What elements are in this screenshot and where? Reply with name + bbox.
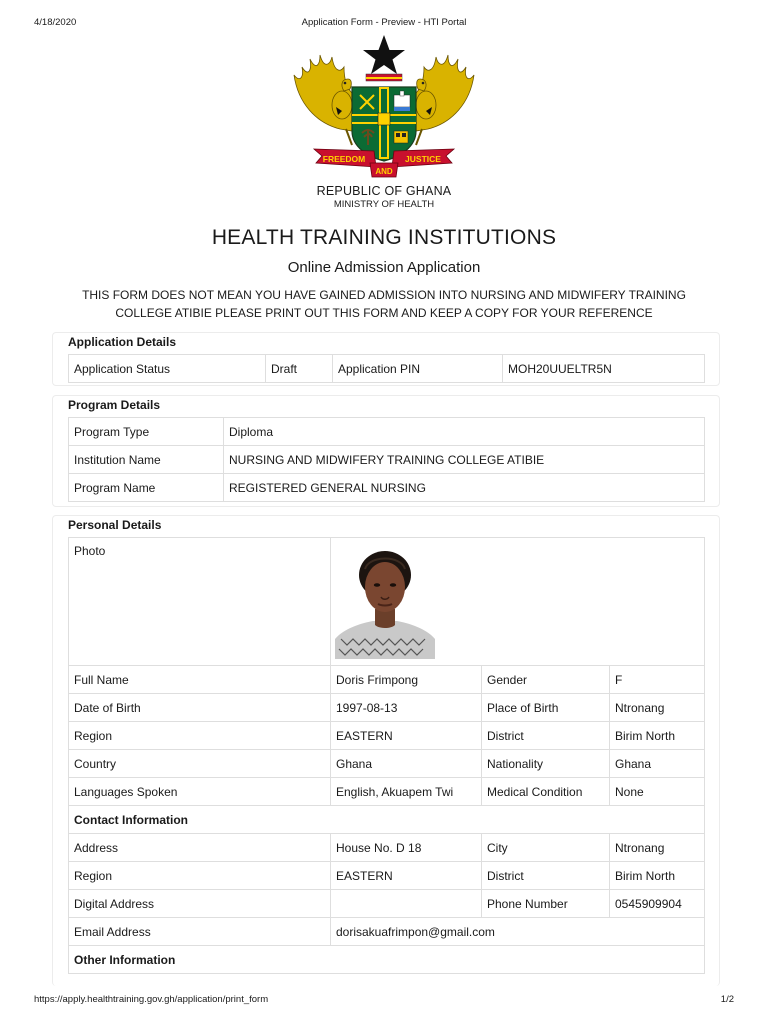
program-name-label: Program Name bbox=[69, 474, 224, 502]
district-value: Birim North bbox=[610, 722, 705, 750]
full-name-label: Full Name bbox=[69, 666, 331, 694]
print-header bbox=[0, 17, 768, 31]
ministry-name: MINISTRY OF HEALTH bbox=[333, 199, 435, 210]
medical-condition-label: Medical Condition bbox=[482, 778, 610, 806]
program-name-value: REGISTERED GENERAL NURSING bbox=[224, 474, 705, 502]
notice-line-1: THIS FORM DOES NOT MEAN YOU HAVE GAINED ADMISSION INTO NURSING AND MIDWIFERY TRAINING bbox=[82, 288, 686, 302]
program-details-table bbox=[68, 417, 705, 502]
contact-information-heading: Contact Information bbox=[69, 806, 705, 834]
photo-cell bbox=[331, 538, 705, 666]
motto-justice: JUSTICE bbox=[405, 154, 441, 164]
table-row bbox=[69, 538, 705, 666]
table-row bbox=[69, 890, 705, 918]
personal-details-table bbox=[68, 537, 705, 974]
region-value: EASTERN bbox=[331, 722, 482, 750]
country-value: Ghana bbox=[331, 750, 482, 778]
page-number: 1/2 bbox=[720, 994, 734, 1005]
table-row bbox=[69, 778, 705, 806]
section-title-program: Program Details bbox=[68, 398, 161, 412]
contact-region-label: Region bbox=[69, 862, 331, 890]
print-title: Application Form - Preview - HTI Portal bbox=[301, 17, 467, 28]
date-of-birth-label: Date of Birth bbox=[69, 694, 331, 722]
languages-label: Languages Spoken bbox=[69, 778, 331, 806]
table-row bbox=[69, 446, 705, 474]
gender-label: Gender bbox=[482, 666, 610, 694]
table-row bbox=[69, 474, 705, 502]
nationality-label: Nationality bbox=[482, 750, 610, 778]
email-address-value: dorisakuafrimpon@gmail.com bbox=[331, 918, 705, 946]
gender-value: F bbox=[610, 666, 705, 694]
table-row bbox=[69, 834, 705, 862]
table-row bbox=[69, 750, 705, 778]
motto-freedom: FREEDOM bbox=[322, 154, 366, 164]
page-title: HEALTH TRAINING INSTITUTIONS bbox=[211, 226, 557, 249]
page-subtitle: Online Admission Application bbox=[287, 259, 481, 276]
address-value: House No. D 18 bbox=[331, 834, 482, 862]
program-type-label: Program Type bbox=[69, 418, 224, 446]
table-row bbox=[69, 666, 705, 694]
print-url: https://apply.healthtraining.gov.gh/application/print_form bbox=[34, 994, 269, 1005]
institution-name-value: NURSING AND MIDWIFERY TRAINING COLLEGE ATIBIE bbox=[224, 446, 705, 474]
program-type-value: Diploma bbox=[224, 418, 705, 446]
other-information-heading: Other Information bbox=[69, 946, 705, 974]
program-details-section bbox=[52, 395, 720, 507]
table-row bbox=[69, 694, 705, 722]
application-status-value: Draft bbox=[266, 355, 333, 383]
personal-details-section bbox=[52, 515, 720, 986]
motto-and: AND bbox=[375, 167, 393, 176]
institution-name-label: Institution Name bbox=[69, 446, 224, 474]
date-of-birth-value: 1997-08-13 bbox=[331, 694, 482, 722]
contact-region-value: EASTERN bbox=[331, 862, 482, 890]
city-value: Ntronang bbox=[610, 834, 705, 862]
table-row bbox=[69, 862, 705, 890]
table-row bbox=[69, 355, 705, 383]
medical-condition-value: None bbox=[610, 778, 705, 806]
print-date: 4/18/2020 bbox=[34, 17, 77, 28]
application-details-table bbox=[68, 354, 705, 383]
application-pin-value: MOH20UUELTR5N bbox=[503, 355, 705, 383]
application-details-section bbox=[52, 332, 720, 386]
languages-value: English, Akuapem Twi bbox=[331, 778, 482, 806]
phone-number-value: 0545909904 bbox=[610, 890, 705, 918]
table-row bbox=[69, 806, 705, 834]
country-label: Country bbox=[69, 750, 331, 778]
digital-address-value bbox=[331, 890, 482, 918]
table-row bbox=[69, 918, 705, 946]
email-address-label: Email Address bbox=[69, 918, 331, 946]
coat-of-arms-logo bbox=[286, 33, 482, 181]
phone-number-label: Phone Number bbox=[482, 890, 610, 918]
table-row bbox=[69, 418, 705, 446]
district-label: District bbox=[482, 722, 610, 750]
table-row bbox=[69, 946, 705, 974]
city-label: City bbox=[482, 834, 610, 862]
application-status-label: Application Status bbox=[69, 355, 266, 383]
contact-district-value: Birim North bbox=[610, 862, 705, 890]
place-of-birth-label: Place of Birth bbox=[482, 694, 610, 722]
country-name: REPUBLIC OF GHANA bbox=[316, 184, 452, 198]
address-label: Address bbox=[69, 834, 331, 862]
applicant-photo bbox=[335, 547, 435, 659]
contact-district-label: District bbox=[482, 862, 610, 890]
section-title-personal: Personal Details bbox=[68, 518, 162, 532]
notice-line-2: COLLEGE ATIBIE PLEASE PRINT OUT THIS FORM AND KEEP A COPY FOR YOUR REFERENCE bbox=[115, 306, 653, 320]
nationality-value: Ghana bbox=[610, 750, 705, 778]
digital-address-label: Digital Address bbox=[69, 890, 331, 918]
section-title-application: Application Details bbox=[68, 335, 177, 349]
admission-notice bbox=[80, 286, 688, 322]
photo-label: Photo bbox=[69, 538, 331, 666]
region-label: Region bbox=[69, 722, 331, 750]
application-pin-label: Application PIN bbox=[333, 355, 503, 383]
place-of-birth-value: Ntronang bbox=[610, 694, 705, 722]
table-row bbox=[69, 722, 705, 750]
full-name-value: Doris Frimpong bbox=[331, 666, 482, 694]
